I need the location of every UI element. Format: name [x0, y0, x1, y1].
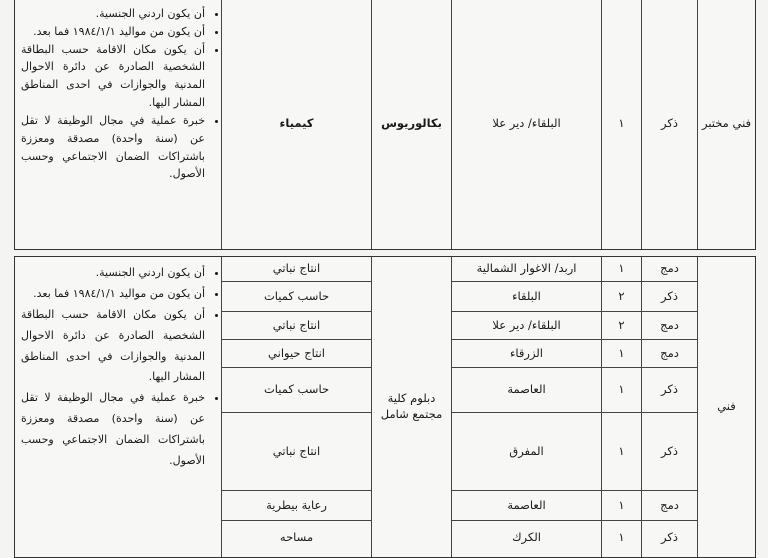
specialization: انتاج حيواني: [222, 340, 371, 368]
condition-item: • أن يكون مكان الاقامة حسب البطاقة الشخصية الصادرة عن دائرة الاحوال المدنية والجوازات في احدى المناطق المشار اليها.: [21, 41, 205, 112]
specialization: انتاج نباتي: [222, 312, 371, 340]
location: الكرك: [512, 530, 541, 545]
location: البلقاء: [452, 282, 601, 312]
gender: ذكر: [642, 413, 697, 491]
job-title: فني مختبر: [697, 0, 755, 249]
count: ١: [618, 530, 625, 545]
conditions-cell: [15, 257, 221, 557]
gender: دمج: [642, 257, 697, 282]
gender: ذكر: [641, 0, 697, 249]
count: ١: [602, 491, 641, 521]
count-column: [601, 257, 641, 557]
count: ١: [601, 0, 641, 249]
gender: دمج: [642, 491, 697, 521]
condition-item: • أن يكون اردني الجنسية.: [21, 263, 205, 284]
gender: ذكر: [642, 282, 697, 312]
location-column: [451, 257, 601, 557]
location: البلقاء/ دير علا: [451, 0, 601, 249]
location: المفرق: [452, 413, 601, 491]
specialization-column: [221, 257, 371, 557]
count: ١: [602, 340, 641, 368]
job-table-lab-technician: [14, 0, 756, 250]
location: البلقاء/ دير علا: [452, 312, 601, 340]
gender: دمج: [642, 312, 697, 340]
qualification: بكالوريوس: [371, 0, 451, 249]
conditions-list: [15, 0, 221, 187]
specialization: مساحه: [279, 530, 314, 545]
gender: ذكر: [661, 530, 678, 545]
qualification: دبلوم كلية مجتمع شامل: [371, 257, 451, 557]
count: ١: [602, 368, 641, 413]
specialization: كيمياء: [221, 0, 371, 249]
condition-item: • أن يكون من مواليد ١٩٨٤/١/١ فما بعد.: [21, 23, 205, 41]
condition-item: • خبرة عملية في مجال الوظيفة لا تقل عن (سنة واحدة) مصدقة ومعززة باشتراكات الضمان الاجتماعي وحسب الأصول.: [21, 388, 205, 472]
count: ١: [602, 257, 641, 282]
condition-item: • أن يكون مكان الاقامة حسب البطاقة الشخصية الصادرة عن دائرة الاحوال المدنية والجوازات في احدى المناطق المشار اليها.: [21, 305, 205, 389]
gender: دمج: [642, 340, 697, 368]
specialization: رعاية بيطرية: [222, 491, 371, 521]
location: العاصمة: [452, 368, 601, 413]
condition-item: • أن يكون من مواليد ١٩٨٤/١/١ فما بعد.: [21, 284, 205, 305]
conditions-cell: [15, 0, 221, 249]
count: ٢: [602, 282, 641, 312]
specialization: انتاج نباتي: [222, 257, 371, 282]
condition-item: • خبرة عملية في مجال الوظيفة لا تقل عن (سنة واحدة) مصدقة ومعززة باشتراكات الضمان الاجتماعي وحسب الأصول.: [21, 112, 205, 183]
location: اربد/ الاغوار الشمالية: [452, 257, 601, 282]
location: الزرقاء: [452, 340, 601, 368]
gender: ذكر: [642, 368, 697, 413]
job-title: فني: [697, 257, 755, 557]
condition-item: • أن يكون اردني الجنسية.: [21, 5, 205, 23]
specialization: حاسب كميات: [222, 282, 371, 312]
specialization: انتاج نباتي: [222, 413, 371, 491]
specialization: حاسب كميات: [222, 368, 371, 413]
conditions-list: [15, 257, 221, 476]
location: العاصمة: [452, 491, 601, 521]
gender-column: [641, 257, 697, 557]
job-table-technician: [14, 256, 756, 558]
count: ٢: [602, 312, 641, 340]
count: ١: [602, 413, 641, 491]
